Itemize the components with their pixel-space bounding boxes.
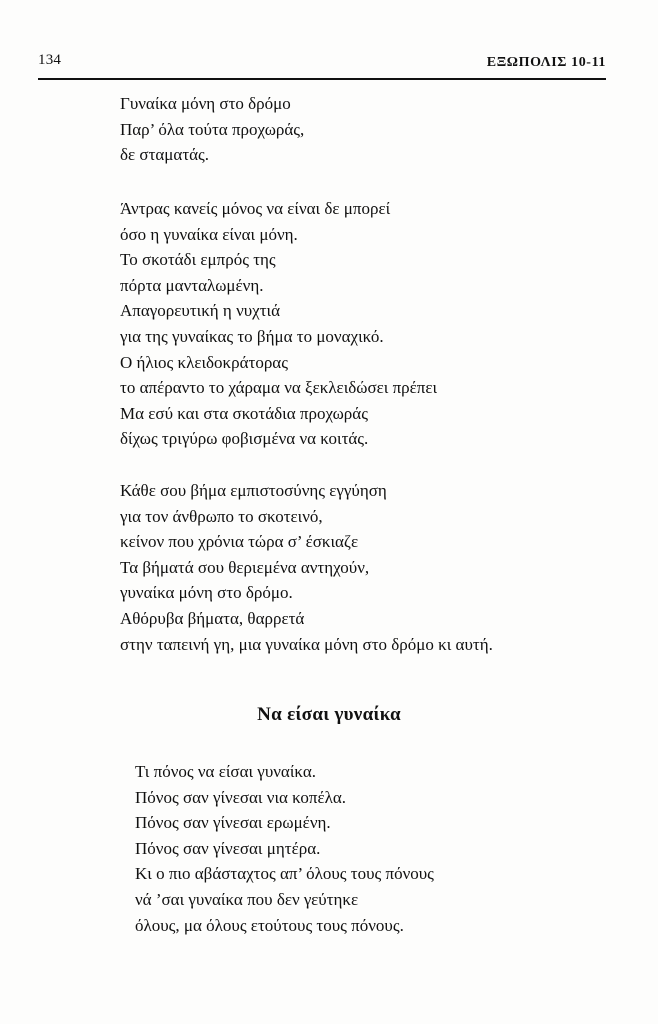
poem-line: Πόνος σαν γίνεσαι νια κοπέλα.: [135, 787, 346, 807]
poem-line: Γυναίκα μόνη στο δρόμο: [120, 94, 291, 113]
poem-line: για της γυναίκας το βήμα το μοναχικό.: [120, 326, 384, 346]
poem-line: γυναίκα μόνη στο δρόμο.: [120, 583, 293, 603]
page-number: 134: [38, 52, 62, 68]
poem-line: Μα εσύ και στα σκοτάδια προχωράς: [120, 403, 368, 423]
poem-line: νά ’σαι γυναίκα που δεν γεύτηκε: [135, 889, 359, 909]
poem-line: δίχως τριγύρω φοβισμένα να κοιτάς.: [120, 429, 369, 449]
header-rule: [38, 78, 606, 80]
poem-line: Άντρας κανείς μόνος να είναι δε μπορεί: [120, 199, 391, 218]
page-header: [38, 52, 606, 80]
poem-line: Πόνος σαν γίνεσαι μητέρα.: [135, 838, 321, 858]
poem-line: το απέραντο το χάραμα να ξεκλειδώσει πρέπει: [120, 378, 438, 398]
poem-line: κείνον που χρόνια τώρα σ’ έσκιαζε: [120, 532, 359, 552]
poem-line: Κι ο πιο αβάσταχτος απ’ όλους τους πόνους: [135, 864, 434, 884]
poem-line: Τα βήματά σου θεριεμένα αντηχούν,: [120, 557, 370, 577]
poem2-stanza: [135, 759, 434, 938]
running-title: ΕΞΩΠΟΛΙΣ 10-11: [486, 55, 606, 70]
poem-line: όλους, μα όλους ετούτους τους πόνους.: [135, 915, 404, 935]
poem1-stanza-2: [120, 196, 437, 452]
poem-line: Απαγορευτική η νυχτιά: [120, 301, 281, 321]
poem-line: Το σκοτάδι εμπρός της: [120, 250, 276, 270]
poem1-stanza-1: [120, 91, 304, 168]
poem-title: Να είσαι γυναίκα: [257, 704, 401, 725]
poem-line: πόρτα μανταλωμένη.: [120, 275, 264, 295]
poem-line: Παρ’ όλα τούτα προχωράς,: [120, 119, 305, 139]
poem-line: για τον άνθρωπο το σκοτεινό,: [120, 506, 323, 526]
poem-line: Αθόρυβα βήματα, θαρρετά: [120, 608, 305, 628]
poem-line: όσο η γυναίκα είναι μόνη.: [120, 224, 298, 244]
poem-line: Τι πόνος να είσαι γυναίκα.: [135, 762, 316, 781]
poem-line: στην ταπεινή γη, μια γυναίκα μόνη στο δρόμο κι αυτή.: [120, 634, 493, 654]
poem1-stanza-3: [120, 478, 493, 657]
poem-line: δε σταματάς.: [120, 145, 210, 165]
poem-line: Ο ήλιος κλειδοκράτορας: [120, 352, 288, 372]
poem-line: Πόνος σαν γίνεσαι ερωμένη.: [135, 813, 331, 833]
poem-line: Κάθε σου βήμα εμπιστοσύνης εγγύηση: [120, 481, 387, 500]
